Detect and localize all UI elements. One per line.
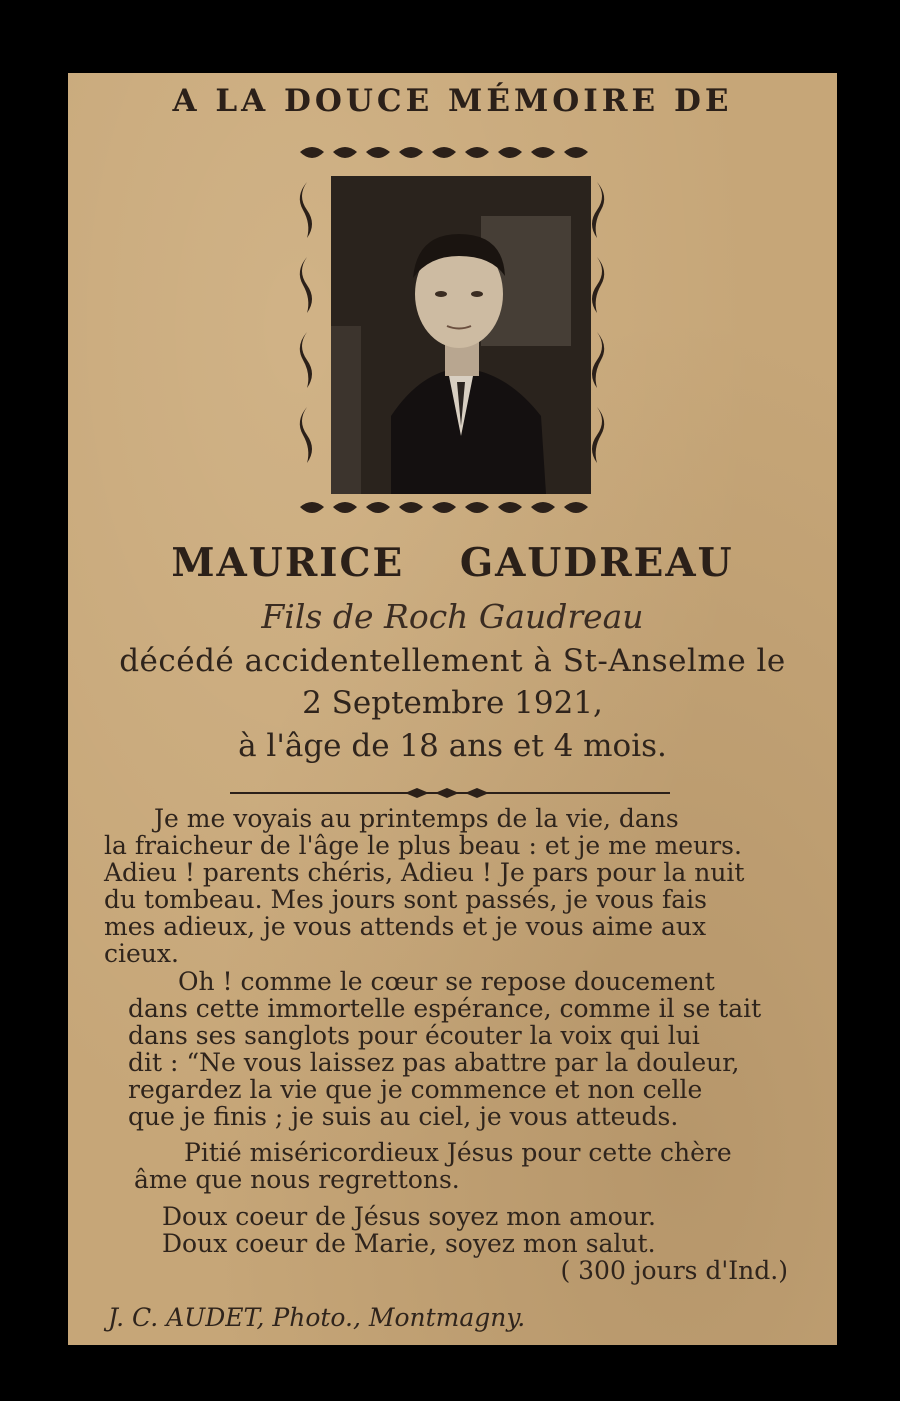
indulgence-note: ( 300 jours d'Ind.): [560, 1256, 788, 1285]
poem-line: la fraicheur de l'âge le plus beau : et je me meurs.: [104, 831, 742, 860]
bottom-ornament-row: [300, 502, 588, 513]
poem-line: dit : “Ne vous laissez pas abattre par la douleur,: [128, 1048, 740, 1077]
right-ornament-column: [592, 182, 604, 463]
poem-line: Doux coeur de Marie, soyez mon salut.: [162, 1229, 656, 1258]
memorial-card: [68, 73, 837, 1345]
parent-line: Fils de Roch Gaudreau: [261, 597, 644, 636]
death-date: 2 Septembre 1921,: [302, 685, 603, 721]
death-statement: décédé accidentellement à St-Anselme le: [119, 643, 786, 679]
poem-line: Doux coeur de Jésus soyez mon amour.: [162, 1202, 656, 1231]
poem-line: âme que nous regrettons.: [134, 1165, 460, 1194]
poem-line: Je me voyais au printemps de la vie, dans: [154, 804, 679, 833]
left-ornament-column: [300, 182, 312, 463]
poem-stanza-4: [162, 1203, 842, 1284]
poem-line: Oh ! comme le cœur se repose doucement: [178, 967, 715, 996]
poem-line: Adieu ! parents chéris, Adieu ! Je pars pour la nuit: [104, 858, 745, 887]
poem-line: Pitié miséricordieux Jésus pour cette chère: [184, 1138, 732, 1167]
poem-line: du tombeau. Mes jours sont passés, je vous fais: [104, 885, 707, 914]
poem-stanza-2: [128, 968, 828, 1130]
top-ornament-row: [300, 147, 588, 158]
portrait-photo: [331, 176, 591, 494]
poem-line: dans ses sanglots pour écouter la voix qui lui: [128, 1021, 700, 1050]
poem-line: regardez la vie que je commence et non celle: [128, 1075, 703, 1104]
poem-line: mes adieux, je vous attends et je vous aime aux: [104, 912, 707, 941]
ornamental-divider: [230, 785, 670, 801]
age-line: à l'âge de 18 ans et 4 mois.: [238, 728, 667, 764]
poem-line: dans cette immortelle espérance, comme il se tait: [128, 994, 762, 1023]
poem-line: cieux.: [104, 939, 179, 968]
photographer-credit: J. C. AUDET, Photo., Montmagny.: [108, 1303, 526, 1332]
poem-line: que je finis ; je suis au ciel, je vous atteuds.: [128, 1102, 679, 1131]
poem-stanza-1: [104, 805, 834, 967]
poem-stanza-3: [134, 1139, 834, 1193]
deceased-name: MAURICE GAUDREAU: [171, 540, 734, 586]
card-heading: A LA DOUCE MÉMOIRE DE: [172, 83, 733, 119]
